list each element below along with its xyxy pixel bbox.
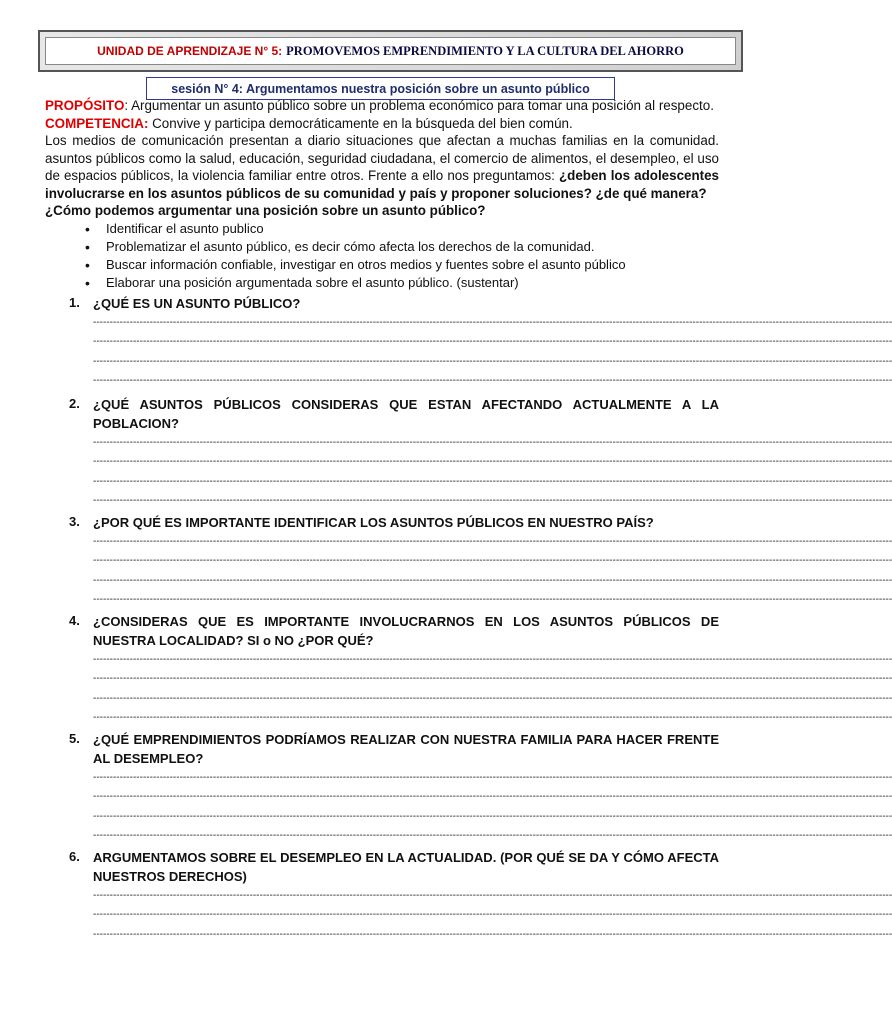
answer-line: ------------------------------------------------------------------------------------------------------------------------------------------------------------------------------------------------------------------------------------------------ — [93, 712, 892, 723]
session-title: sesión N° 4: Argumentamos nuestra posición sobre un asunto público — [146, 77, 615, 100]
answer-line: ------------------------------------------------------------------------------------------------------------------------------------------------------------------------------------------------------------------------------------------------ — [93, 355, 892, 367]
answer-lines[interactable] — [93, 650, 892, 728]
answer-line: ------------------------------------------------------------------------------------------------------------------------------------------------------------------------------------------------------------------------------------------------ — [93, 336, 892, 347]
question-1 — [45, 294, 892, 391]
answer-line: ------------------------------------------------------------------------------------------------------------------------------------------------------------------------------------------------------------------------------------------------ — [93, 889, 892, 901]
list-item: • Buscar información confiable, investigar en otros medios y fuentes sobre el asunto público — [45, 256, 719, 274]
question-number: 5. — [69, 730, 80, 746]
question-text: ¿QUÉ ES UN ASUNTO PÚBLICO? — [93, 295, 301, 311]
document-body — [45, 97, 892, 944]
proposito-paragraph — [45, 97, 719, 115]
steps-list — [45, 220, 719, 292]
answer-line: ------------------------------------------------------------------------------------------------------------------------------------------------------------------------------------------------------------------------------------------------ — [93, 375, 892, 386]
question-text: ¿QUÉ ASUNTOS PÚBLICOS CONSIDERAS QUE ESTAN AFECTANDO ACTUALMENTE A LA POBLACION? — [93, 396, 719, 431]
competencia-text: Convive y participa democráticamente en la búsqueda del bien común. — [148, 115, 573, 131]
answer-line: ------------------------------------------------------------------------------------------------------------------------------------------------------------------------------------------------------------------------------------------------ — [93, 928, 892, 940]
unit-header-inner — [45, 37, 736, 65]
question-number: 2. — [69, 395, 80, 411]
answer-line: ------------------------------------------------------------------------------------------------------------------------------------------------------------------------------------------------------------------------------------------------ — [93, 791, 892, 802]
question-text: ARGUMENTAMOS SOBRE EL DESEMPLEO EN LA ACTUALIDAD. (POR QUÉ SE DA Y CÓMO AFECTA NUESTROS DERECHOS) — [93, 849, 719, 884]
answer-line: ------------------------------------------------------------------------------------------------------------------------------------------------------------------------------------------------------------------------------------------------ — [93, 692, 892, 704]
proposito-text: : Argumentar un asunto público sobre un problema económico para tomar una posición al respecto. — [124, 98, 714, 113]
list-item: • Elaborar una posición argumentada sobre el asunto público. (sustentar) — [45, 274, 719, 292]
answer-line: ------------------------------------------------------------------------------------------------------------------------------------------------------------------------------------------------------------------------------------------------ — [93, 475, 892, 487]
answer-line: ------------------------------------------------------------------------------------------------------------------------------------------------------------------------------------------------------------------------------------------------ — [93, 594, 892, 605]
intro-question: ¿deben los adolescentes involucrarse en los asuntos públicos de su comunidad y país y proponer soluciones? ¿de qué manera? — [45, 168, 719, 201]
intro-paragraph — [45, 132, 719, 202]
list-item: • Identificar el asunto publico — [45, 220, 719, 238]
question-text: ¿QUÉ EMPRENDIMIENTOS PODRÍAMOS REALIZAR CON NUESTRA FAMILIA PARA HACER FRENTE AL DESEMPLEO? — [93, 731, 719, 766]
answer-line: ------------------------------------------------------------------------------------------------------------------------------------------------------------------------------------------------------------------------------------------------ — [93, 456, 892, 467]
answer-line: ------------------------------------------------------------------------------------------------------------------------------------------------------------------------------------------------------------------------------------------------ — [93, 771, 892, 783]
answer-line: ------------------------------------------------------------------------------------------------------------------------------------------------------------------------------------------------------------------------------------------------ — [93, 574, 892, 586]
answer-lines[interactable] — [93, 433, 892, 511]
question-2 — [45, 395, 892, 511]
answer-line: ------------------------------------------------------------------------------------------------------------------------------------------------------------------------------------------------------------------------------------------------ — [93, 653, 892, 665]
answer-lines[interactable] — [93, 768, 892, 846]
answer-line: ------------------------------------------------------------------------------------------------------------------------------------------------------------------------------------------------------------------------------------------------ — [93, 673, 892, 684]
answer-line: ------------------------------------------------------------------------------------------------------------------------------------------------------------------------------------------------------------------------------------------------ — [93, 830, 892, 841]
unit-topic: PROMOVEMOS EMPRENDIMIENTO Y LA CULTURA DEL AHORRO — [286, 43, 684, 58]
answer-line: ------------------------------------------------------------------------------------------------------------------------------------------------------------------------------------------------------------------------------------------------ — [93, 495, 892, 506]
question-number: 3. — [69, 513, 80, 529]
proposito-label: PROPÓSITO — [45, 98, 125, 113]
question-4 — [45, 612, 892, 728]
question-text: ¿POR QUÉ ES IMPORTANTE IDENTIFICAR LOS ASUNTOS PÚBLICOS EN NUESTRO PAÍS? — [93, 514, 654, 530]
competencia-paragraph — [45, 115, 719, 133]
question-text: ¿CONSIDERAS QUE ES IMPORTANTE INVOLUCRARNOS EN LOS ASUNTOS PÚBLICOS DE NUESTRA LOCALIDAD? SI o NO ¿POR QUÉ? — [93, 613, 719, 648]
answer-lines[interactable] — [93, 313, 892, 391]
question-6 — [45, 848, 892, 945]
answer-line: ------------------------------------------------------------------------------------------------------------------------------------------------------------------------------------------------------------------------------------------------ — [93, 436, 892, 448]
how-question: ¿Cómo podemos argumentar una posición sobre un asunto público? — [45, 203, 486, 218]
question-number: 1. — [69, 294, 80, 310]
answer-lines[interactable] — [93, 532, 892, 610]
question-number: 6. — [69, 848, 80, 864]
intro-text: Los medios de comunicación presentan a diario situaciones que afectan a muchas familias en la comunidad. asuntos públicos como la salud, educación, seguridad ciudadana, el comercio de alimentos, el desempleo, el uso de espacios públicos, la violencia familiar entre otros. Frente a ello nos preguntamos: — [45, 133, 719, 183]
answer-line: ------------------------------------------------------------------------------------------------------------------------------------------------------------------------------------------------------------------------------------------------ — [93, 909, 892, 920]
answer-lines[interactable] — [93, 886, 892, 945]
answer-line: ------------------------------------------------------------------------------------------------------------------------------------------------------------------------------------------------------------------------------------------------ — [93, 810, 892, 822]
unit-label: UNIDAD DE APRENDIZAJE N° 5: — [97, 44, 283, 58]
question-5 — [45, 730, 892, 846]
unit-header — [38, 30, 743, 72]
list-item: • Problematizar el asunto público, es decir cómo afecta los derechos de la comunidad. — [45, 238, 719, 256]
competencia-label: COMPETENCIA: — [45, 115, 149, 131]
answer-line: ------------------------------------------------------------------------------------------------------------------------------------------------------------------------------------------------------------------------------------------------ — [93, 555, 892, 566]
answer-line: ------------------------------------------------------------------------------------------------------------------------------------------------------------------------------------------------------------------------------------------------ — [93, 316, 892, 328]
answer-line: ------------------------------------------------------------------------------------------------------------------------------------------------------------------------------------------------------------------------------------------------ — [93, 535, 892, 547]
question-number: 4. — [69, 612, 80, 628]
question-3 — [45, 513, 892, 610]
